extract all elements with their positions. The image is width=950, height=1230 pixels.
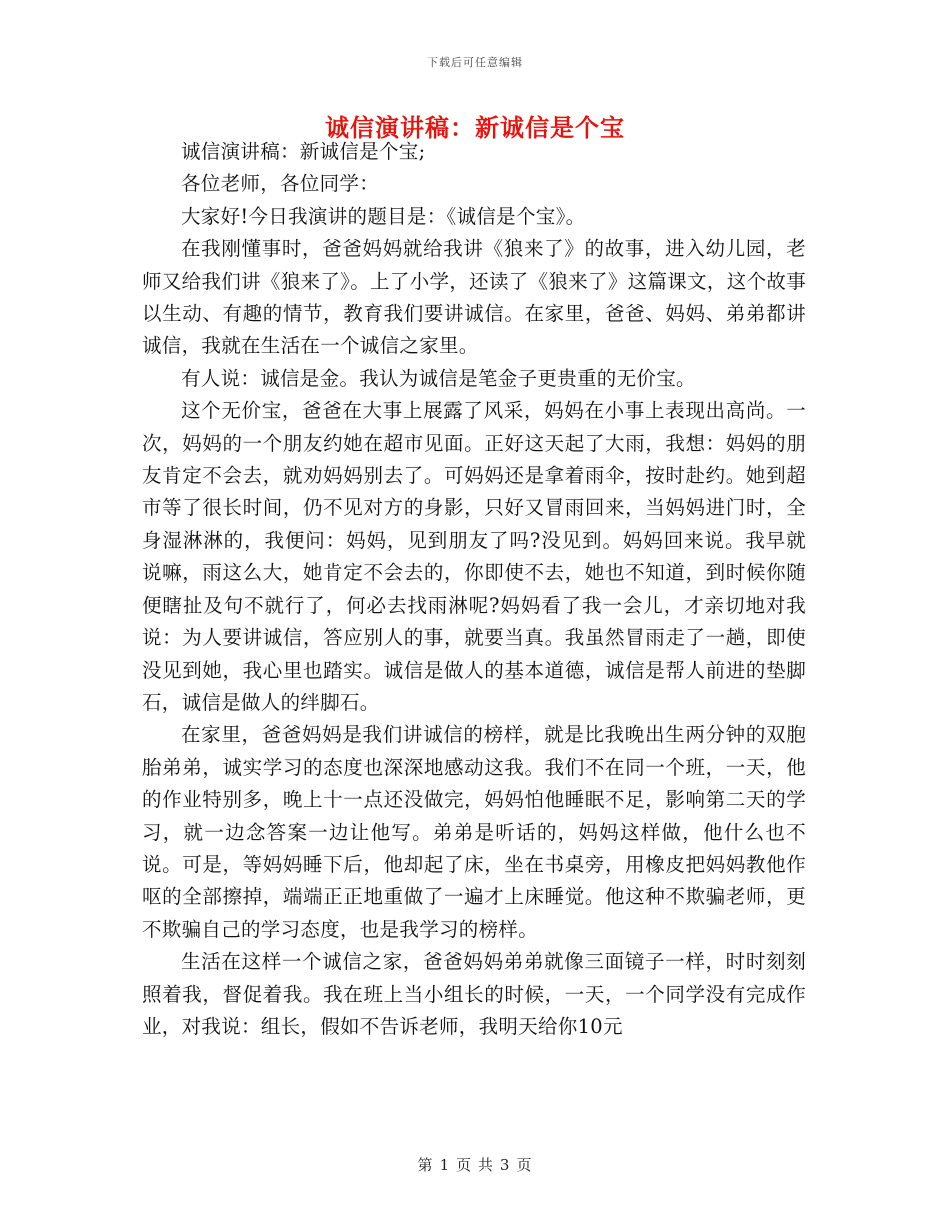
paragraph-body-2: 有人说：诚信是金。我认为诚信是笔金子更贵重的无价宝。 (181, 366, 696, 390)
footer-total-pages: 3 (499, 1156, 511, 1174)
header-note: 下载后可任意编辑 (427, 56, 523, 69)
paragraph-greeting: 各位老师，各位同学： (181, 172, 380, 196)
document-title: 诚信演讲稿：新诚信是个宝 (325, 113, 625, 142)
paragraph-subtitle: 诚信演讲稿：新诚信是个宝; (181, 140, 426, 163)
page-footer (0, 1154, 950, 1175)
footer-label-end: 页 (516, 1156, 533, 1174)
paragraph-intro: 大家好!今日我演讲的题目是：《诚信是个宝》。 (181, 204, 586, 228)
paragraph-body-1: 在我刚懂事时，爸爸妈妈就给我讲《狼来了》的故事，进入幼儿园，老师又给我们讲《狼来了》。上了小学，还读了《狼来了》这篇课文，这个故事以生动、有趣的情节，教育我们要讲诚信。在家里，爸爸、妈妈、弟弟都讲诚信，我就在生活在一个诚信之家里。 (142, 237, 806, 358)
paragraph-body-4: 在家里，爸爸妈妈是我们讲诚信的榜样，就是比我晚出生两分钟的双胞胎弟弟，诚实学习的态度也深深地感动这我。我们不在同一个班，一天，他的作业特别多，晚上十一点还没做完，妈妈怕他睡眠不足，影响第二天的学习，就一边念答案一边让他写。弟弟是听话的，妈妈这样做，他什么也不说。可是，等妈妈睡下后，他却起了床，坐在书桌旁，用橡皮把妈妈教他作呕的全部擦掉，端端正正地重做了一遍才上床睡觉。他这种不欺骗老师，更不欺骗自己的学习态度，也是我学习的榜样。 (142, 723, 806, 941)
footer-label-of: 页 共 (456, 1156, 494, 1174)
document-body (142, 136, 806, 1043)
footer-current-page: 1 (439, 1156, 451, 1174)
paragraph-body-3: 这个无价宝，爸爸在大事上展露了风采，妈妈在小事上表现出高尚。一次，妈妈的一个朋友约她在超市见面。正好这天起了大雨，我想：妈妈的朋友肯定不会去，就劝妈妈别去了。可妈妈还是拿着雨伞，按时赴约。她到超市等了很长时间，仍不见对方的身影，只好又冒雨回来，当妈妈进门时，全身湿淋淋的，我便问：妈妈，见到朋友了吗?没见到。妈妈回来说。我早就说嘛，雨这么大，她肯定不会去的，你即使不去，她也不知道，到时候你随便瞎扯及句不就行了，何必去找雨淋呢?妈妈看了我一会儿，才亲切地对我说：为人要讲诚信，答应别人的事，就要当真。我虽然冒雨走了一趟，即使没见到她，我心里也踏实。诚信是做人的基本道德，诚信是帮人前进的垫脚石，诚信是做人的绊脚石。 (142, 399, 806, 714)
footer-label-page: 第 (417, 1156, 434, 1174)
paragraph-body-5: 生活在这样一个诚信之家，爸爸妈妈弟弟就像三面镜子一样，时时刻刻照着我，督促着我。我在班上当小组长的时候，一天，一个同学没有完成作业，对我说：组长，假如不告诉老师，我明天给你10元 (142, 950, 806, 1038)
